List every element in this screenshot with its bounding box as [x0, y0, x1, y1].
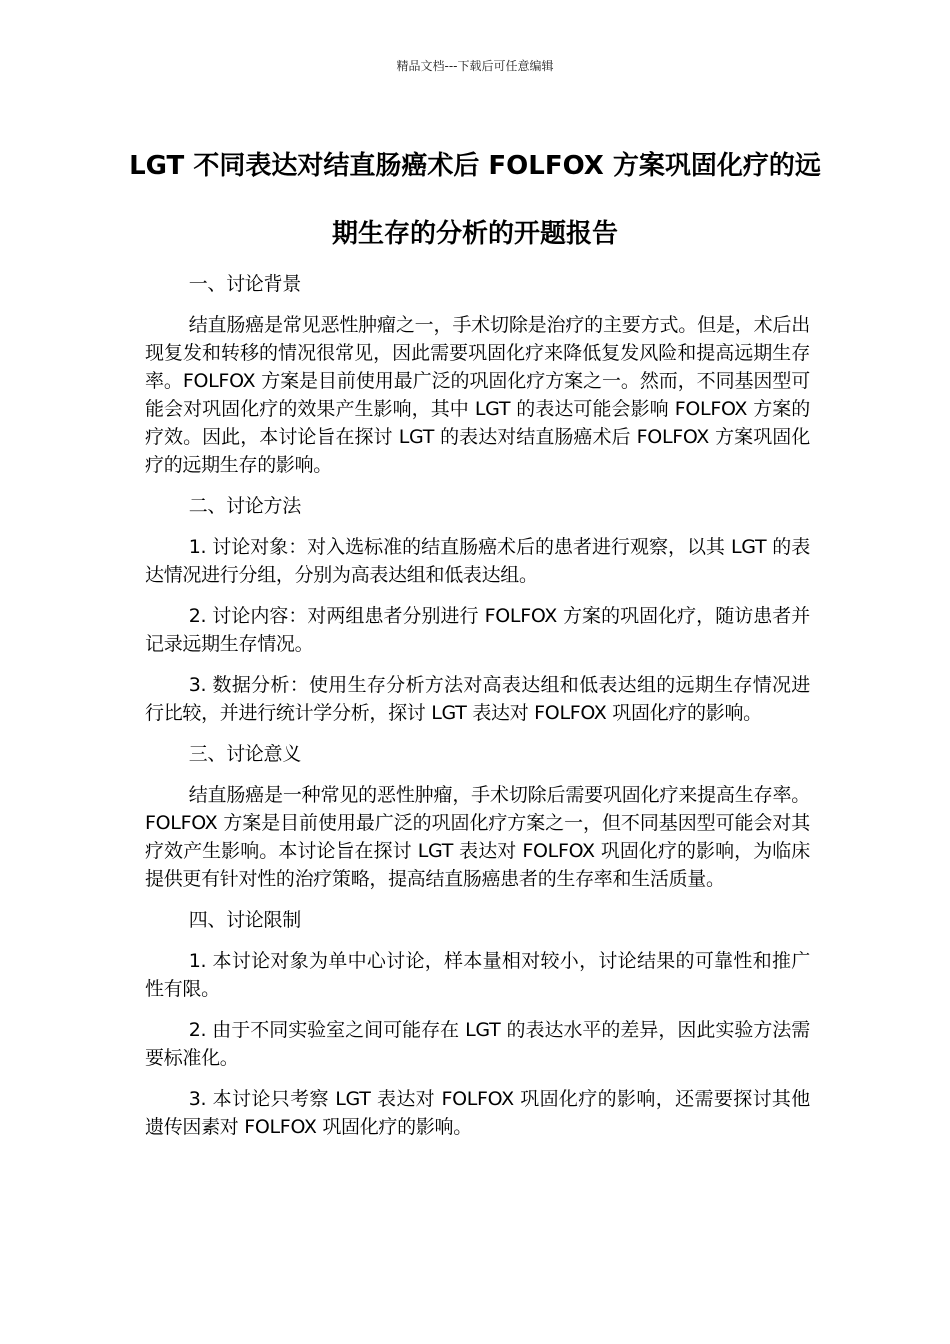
section-heading-background: 一、讨论背景	[188, 273, 301, 295]
paragraph-background: 结直肠癌是常见恶性肿瘤之一，手术切除是治疗的主要方式。但是，术后出现复发和转移的情况很常见，因此需要巩固化疗来降低复发风险和提高远期生存率。FOLFOX 方案是目前使用最广泛的巩固化疗方案之一。然而，不同基因型可能会对巩固化疗的效果产生影响，其中 LGT 的表达可能会影响 FOLFOX 方案的疗效。因此，本讨论旨在探讨 LGT 的表达对结直肠癌术后 FOLFOX 方案巩固化疗的远期生存的影响。	[145, 314, 810, 476]
document-title: LGT 不同表达对结直肠癌术后 FOLFOX 方案巩固化疗的远期生存的分析的开题报告	[129, 151, 821, 249]
document-body	[145, 270, 810, 1154]
paragraph-limitation-3: 3. 本讨论只考察 LGT 表达对 FOLFOX 巩固化疗的影响，还需要探讨其他遗传因素对 FOLFOX 巩固化疗的影响。	[145, 1088, 810, 1138]
section-heading-significance: 三、讨论意义	[188, 743, 301, 765]
paragraph-method-subjects: 1. 讨论对象：对入选标准的结直肠癌术后的患者进行观察，以其 LGT 的表达情况进行分组，分别为高表达组和低表达组。	[145, 536, 810, 586]
paragraph-method-content: 2. 讨论内容：对两组患者分别进行 FOLFOX 方案的巩固化疗，随访患者并记录远期生存情况。	[145, 605, 810, 655]
header-note: 精品文档---下载后可任意编辑	[396, 59, 554, 73]
paragraph-limitation-1: 1. 本讨论对象为单中心讨论，样本量相对较小，讨论结果的可靠性和推广性有限。	[145, 950, 810, 1000]
paragraph-method-analysis: 3. 数据分析：使用生存分析方法对高表达组和低表达组的远期生存情况进行比较，并进行统计学分析，探讨 LGT 表达对 FOLFOX 巩固化疗的影响。	[145, 674, 810, 724]
paragraph-significance: 结直肠癌是一种常见的恶性肿瘤，手术切除后需要巩固化疗来提高生存率。FOLFOX 方案是目前使用最广泛的巩固化疗方案之一，但不同基因型可能会对其疗效产生影响。本讨论旨在探讨 LGT 表达对 FOLFOX 巩固化疗的影响，为临床提供更有针对性的治疗策略，提高结直肠癌患者的生存率和生活质量。	[145, 784, 810, 890]
section-heading-limitations: 四、讨论限制	[188, 909, 301, 931]
section-heading-methods: 二、讨论方法	[188, 495, 301, 517]
paragraph-limitation-2: 2. 由于不同实验室之间可能存在 LGT 的表达水平的差异，因此实验方法需要标准化。	[145, 1019, 810, 1069]
